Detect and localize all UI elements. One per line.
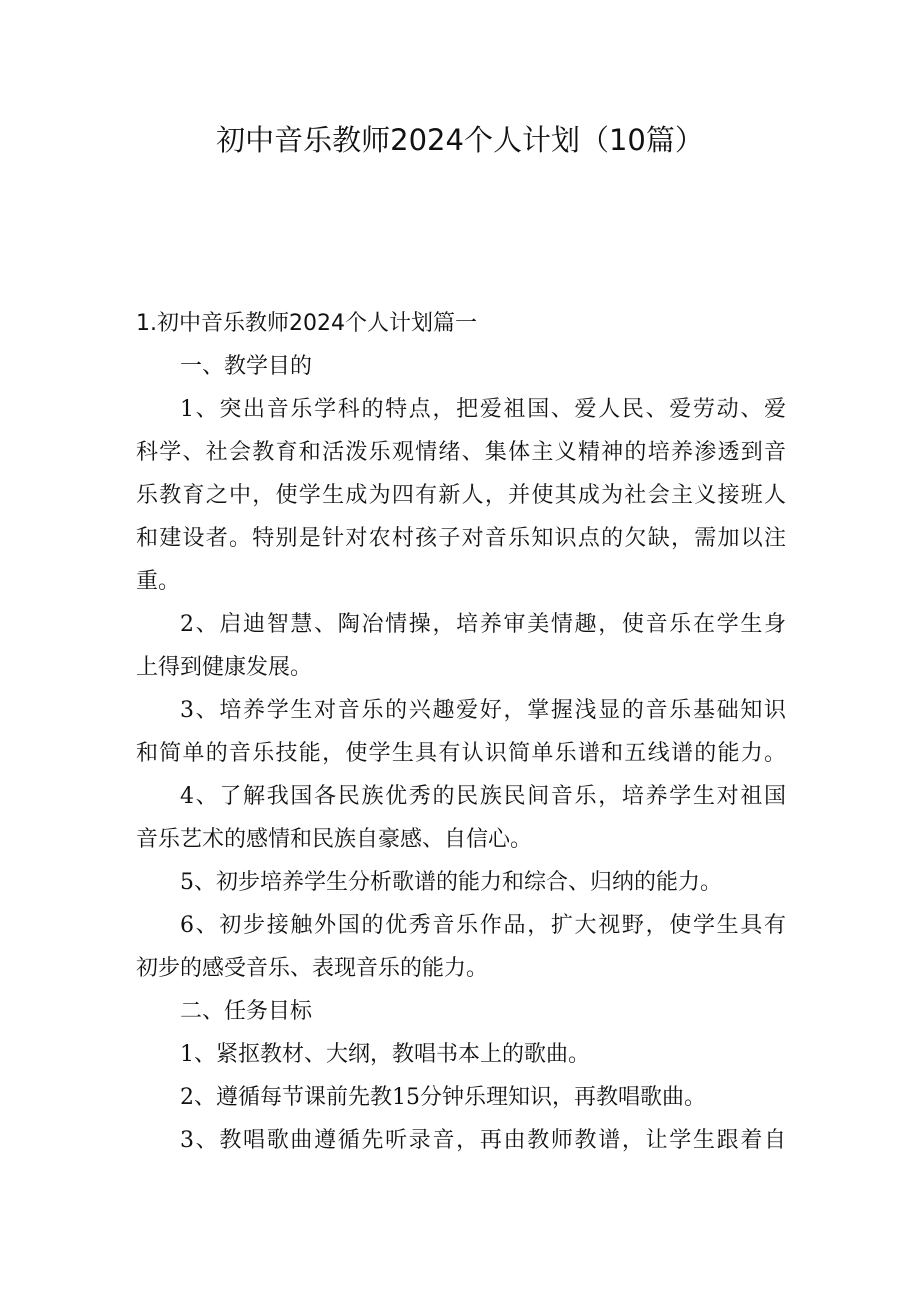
paragraph-line: 2、启迪智慧、陶冶情操，培养审美情趣，使音乐在学生身: [180, 612, 786, 637]
paragraph-line: 音乐艺术的感情和民族自豪感、自信心。: [136, 827, 533, 852]
paragraph-line: 初步的感受音乐、表现音乐的能力。: [136, 956, 489, 981]
paragraph-line: 1、紧抠教材、大纲，教唱书本上的歌曲。: [180, 1042, 590, 1067]
document-body: [136, 302, 786, 1162]
paragraph-line: 和简单的音乐技能，使学生具有认识简单乐谱和五线谱的能力。: [136, 741, 786, 766]
paragraph-line: 二、任务目标: [180, 999, 313, 1024]
paragraph-line: 重。: [136, 569, 181, 594]
paragraph-line: 和建设者。特别是针对农村孩子对音乐知识点的欠缺，需加以注: [136, 526, 786, 551]
document-title: 初中音乐教师2024个人计划（10篇）: [216, 123, 704, 157]
paragraph-line: 上得到健康发展。: [136, 655, 313, 680]
paragraph-line: 3、培养学生对音乐的兴趣爱好，掌握浅显的音乐基础知识: [180, 698, 786, 723]
paragraph-line: 科学、社会教育和活泼乐观情绪、集体主义精神的培养渗透到音: [136, 440, 786, 465]
paragraph-line: 2、遵循每节课前先教15分钟乐理知识，再教唱歌曲。: [180, 1085, 706, 1110]
section-heading: 1.初中音乐教师2024个人计划篇一: [136, 311, 477, 336]
paragraph-line: 一、教学目的: [180, 354, 313, 379]
paragraph-line: 乐教育之中，使学生成为四有新人，并使其成为社会主义接班人: [136, 483, 786, 508]
paragraph-line: 3、教唱歌曲遵循先听录音，再由教师教谱，让学生跟着自: [180, 1128, 786, 1153]
paragraph-line: 4、了解我国各民族优秀的民族民间音乐，培养学生对祖国: [180, 784, 786, 809]
paragraph-line: 1、突出音乐学科的特点，把爱祖国、爱人民、爱劳动、爱: [180, 397, 786, 422]
paragraph-line: 6、初步接触外国的优秀音乐作品，扩大视野，使学生具有: [180, 913, 786, 938]
paragraph-line: 5、初步培养学生分析歌谱的能力和综合、归纳的能力。: [180, 870, 722, 895]
